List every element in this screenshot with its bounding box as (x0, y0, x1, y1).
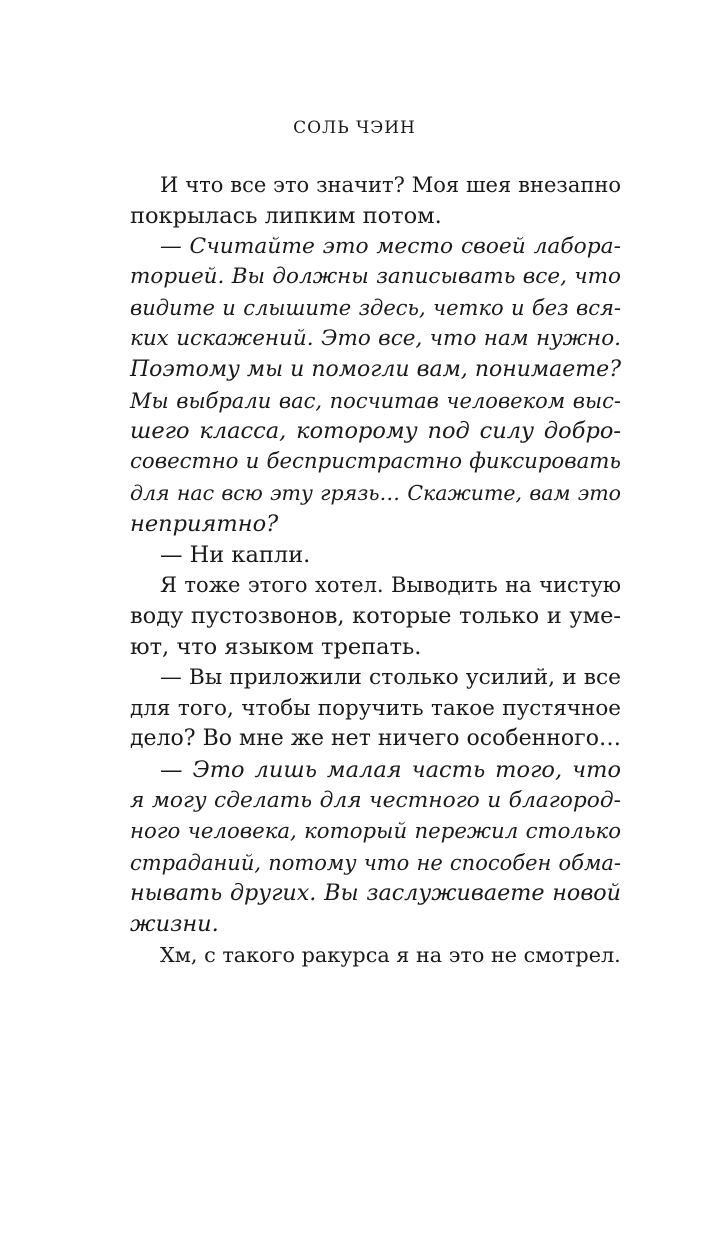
text-line: я могу сделать для честного и благород- (130, 787, 621, 813)
text-line: жизни. (130, 911, 219, 938)
text-line: торией. Вы должны записывать все, что (130, 264, 621, 290)
text-line: покрылась липким потом. (130, 202, 442, 229)
text-line: совестно и беспристрастно фиксировать (130, 449, 621, 475)
text-line: дело? Во мне же нет ничего особенного… (130, 726, 621, 752)
text-line: для того, чтобы поручить такое пустячное (130, 695, 621, 721)
text-line: Поэтому мы и помогли вам, понимаете? (130, 356, 621, 382)
text-line: Я тоже этого хотел. Выводить на чистую (160, 573, 621, 598)
body-text (130, 170, 621, 971)
running-head: СОЛЬ ЧЭИН (293, 118, 416, 138)
text-line: нывать других. Вы заслуживаете новой (130, 880, 621, 907)
text-line: ного человека, который пережил столько (130, 818, 621, 844)
text-line: — Это лишь малая часть того, что (160, 757, 621, 784)
text-line: Хм, с такого ракурса я на это не смотрел. (160, 942, 621, 967)
text-line: видите и слышите здесь, четко и без вся- (130, 296, 621, 321)
text-line: — Вы приложили столько усилий, и все (160, 664, 621, 690)
text-line: ких искажений. Это все, что нам нужно. (130, 325, 621, 351)
text-line: — Ни капли. (160, 541, 311, 568)
text-line: ют, что языком трепать. (130, 633, 422, 660)
text-line: шего класса, которому под силу добро- (130, 418, 621, 445)
text-line: воду пустозвонов, которые только и уме- (130, 603, 621, 630)
text-line: И что все это значит? Моя шея внезапно (160, 173, 621, 197)
text-line: неприятно? (130, 510, 279, 537)
text-line: Мы выбрали вас, посчитав человеком выс- (130, 388, 621, 413)
text-line: страданий, потому что не способен обма- (130, 850, 621, 875)
text-line: для нас всю эту грязь… Скажите, вам это (130, 480, 621, 505)
text-line: — Считайте это место своей лабора- (160, 233, 621, 259)
